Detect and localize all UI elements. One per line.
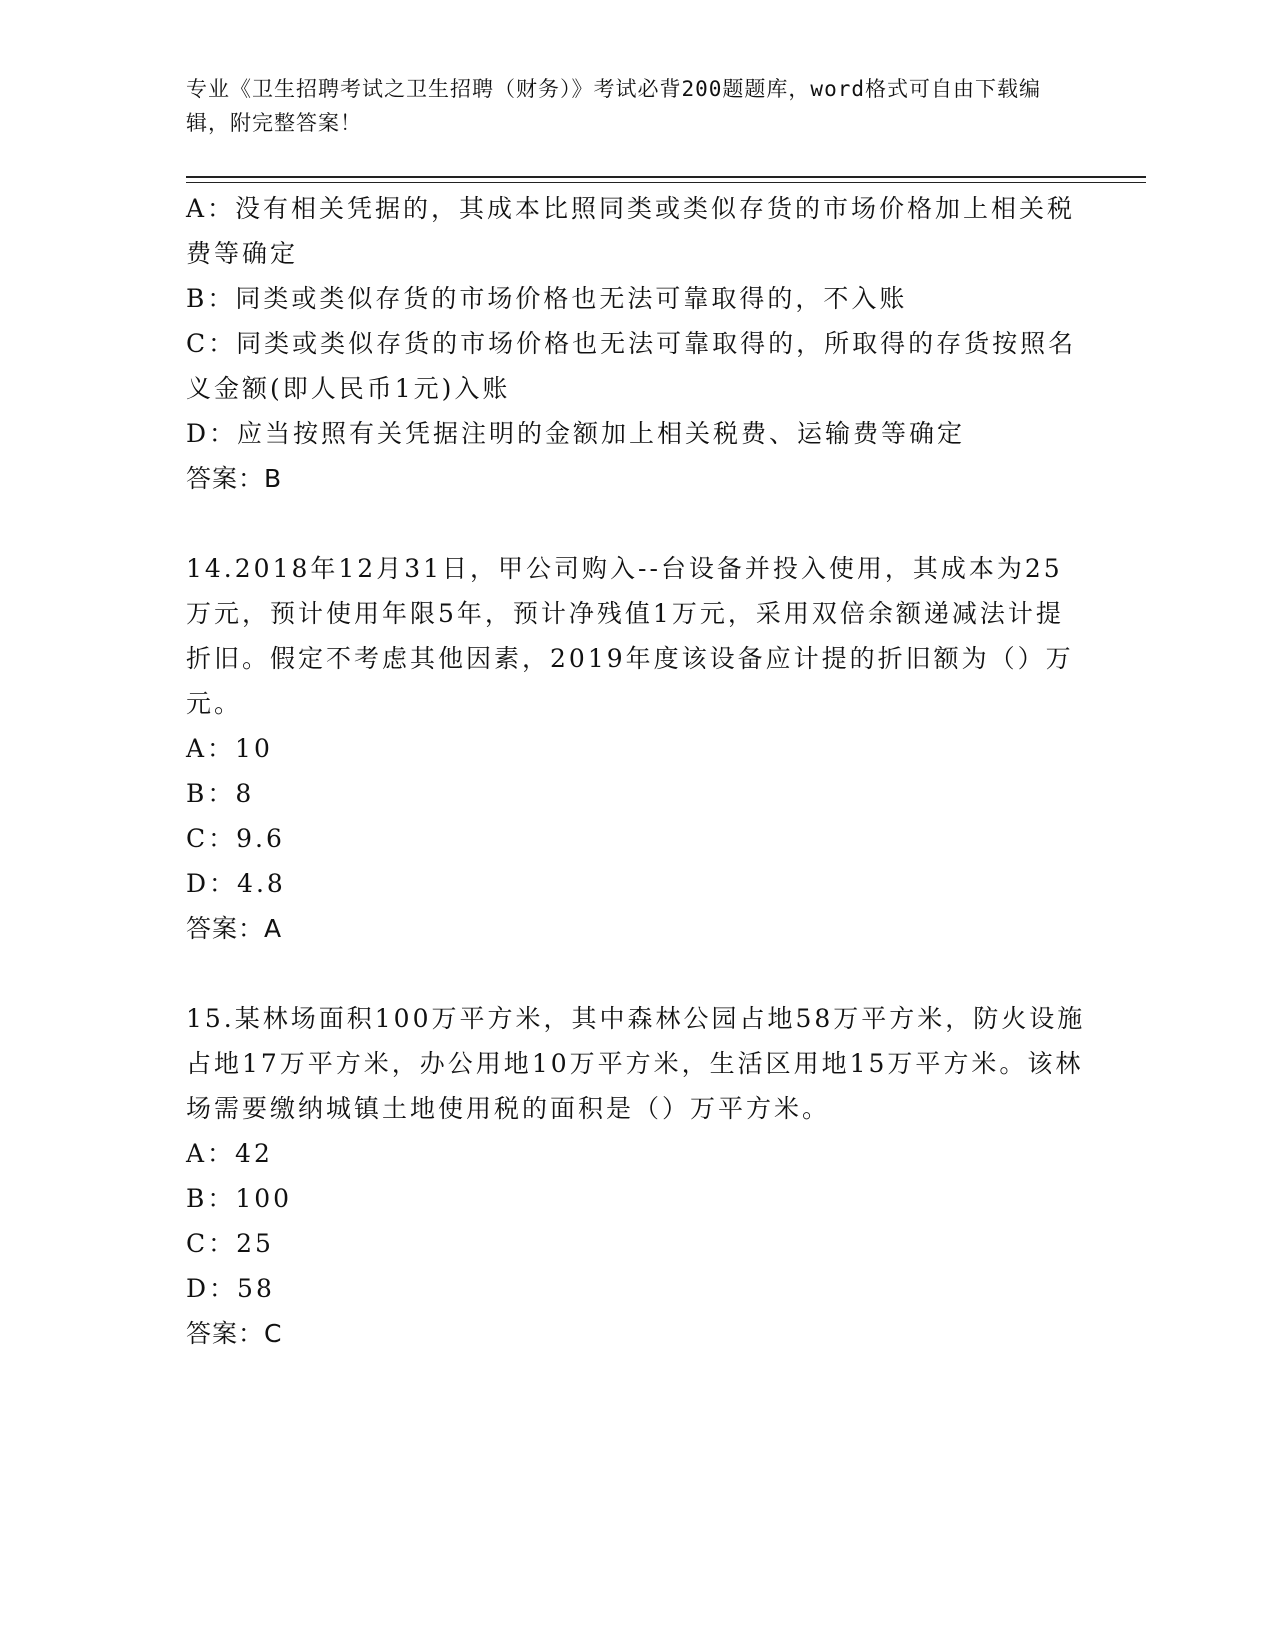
question-stem: 14.2018年12月31日，甲公司购入--台设备并投入使用，其成本为25万元，预计使用年限5年，预计净残值1万元，采用双倍余额递减法计提折旧。假定不考虑其他因素，2019年度该设备应计提的折旧额为（）万元。 [186,554,1074,718]
question-stem: 15.某林场面积100万平方米，其中森林公园占地58万平方米，防火设施占地17万平方米，办公用地10万平方米，生活区用地15万平方米。该林场需要缴纳城镇土地使用税的面积是（）万平方米。 [186,1004,1086,1123]
option-b: B：同类或类似存货的市场价格也无法可靠取得的，不入账 [186,284,908,313]
option-a: A：10 [186,734,273,763]
option-d: D：4.8 [186,869,286,898]
question-14 [186,546,1086,951]
option-d: D：应当按照有关凭据注明的金额加上相关税费、运输费等确定 [186,419,966,448]
option-c: C：25 [186,1229,274,1258]
spacer [186,951,1086,996]
header-title: 专业《卫生招聘考试之卫生招聘（财务）》考试必背200题题库，word格式可自由下载编辑，附完整答案！ [186,77,1041,135]
option-a: A：没有相关凭据的，其成本比照同类或类似存货的市场价格加上相关税费等确定 [186,194,1076,268]
option-c: C：9.6 [186,824,285,853]
question-13 [186,186,1086,501]
option-c: C：同类或类似存货的市场价格也无法可靠取得的，所取得的存货按照名义金额(即人民币1元)入账 [186,329,1077,403]
header-rule-thick [186,176,1146,178]
option-d: D：58 [186,1274,275,1303]
spacer [186,501,1086,546]
document-body [186,186,1086,1356]
document-header [186,72,1066,140]
answer-line: 答案：C [186,1319,283,1348]
question-15 [186,996,1086,1356]
answer-line: 答案：B [186,464,283,493]
answer-line: 答案：A [186,914,283,943]
header-rule-thin [186,182,1146,183]
option-b: B：8 [186,779,255,808]
option-a: A：42 [186,1139,273,1168]
option-b: B：100 [186,1184,293,1213]
